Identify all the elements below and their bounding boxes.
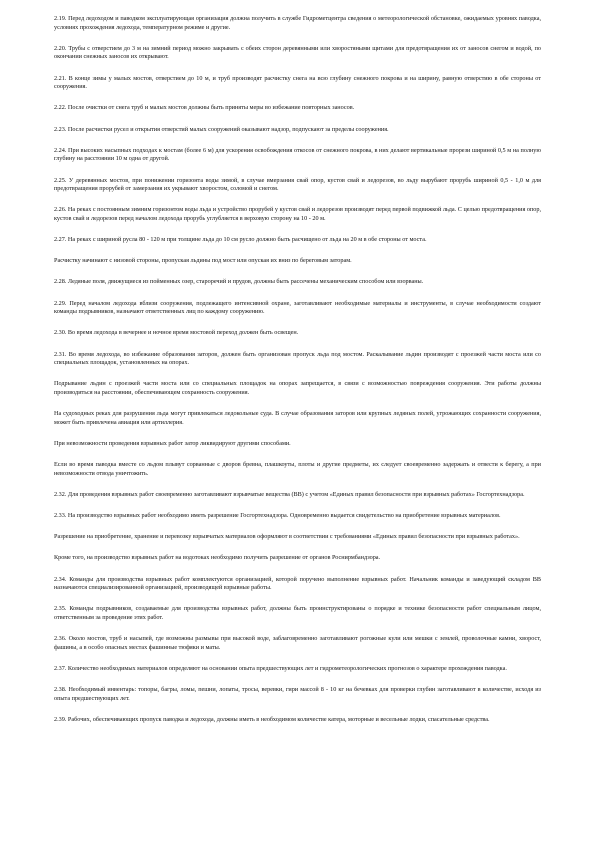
paragraph-2-34: 2.34. Команды для производства взрывных работ комплектуются организацией, которой поручено выполнение взрывных работ. Начальник команды и заведующий складом ВВ назначаются специализированной организацией, производящей взрывные работы.: [54, 575, 541, 592]
paragraph-icebreakers: На судоходных реках для разрушения льда могут привлекаться ледокольные суда. В случае образования заторов или крупных ледяных полей, угрожающих сохранности сооружения, может быть привлечена авиация или артиллерия.: [54, 410, 541, 426]
paragraph-2-36: 2.36. Около мостов, труб и насыпей, где возможны размывы при высокой воде, заблаговременно заготавливают рогожные кули или мешки с землей, проволочные камни, хворост, фашины, а в особо опасных местах фашинные тюфяки и маты.: [54, 635, 541, 651]
paragraph-2-22: 2.22. После очистки от снега труб и малых мостов должны быть приняты меры во избежание повторных заносов.: [54, 104, 355, 112]
paragraph-2-23: 2.23. После расчистки русел и открытия отверстий малых сооружений оказывают надзор, подпускают за пределы сооружения.: [54, 125, 389, 133]
paragraph-waterway-permit: Кроме того, на производство взрывных работ на водотоках необходимо получить разрешение от органов Роснирмбандзора.: [54, 554, 381, 562]
paragraph-2-20: 2.20. Трубы с отверстием до 3 м на зимний период можно закрывать с обеих сторон деревянными или хворостяными щитами для предотвращения их от заносов снегом и водой, по окончании снежных заносов их открывают.: [54, 44, 541, 61]
paragraph-floating-objects: Если во время паводка вместе со льдом плывут сорванные с дворов бревна, плашкоуты, плоты и другие предметы, их следует своевременно задержать и отвести к берегу, а при невозможности отвода уничтожить.: [54, 461, 541, 477]
paragraph-2-37: 2.37. Количество необходимых материалов определяют на основании опыта предшествующих лет и гидрометеорологических прогнозов о характере прохождения паводка.: [54, 665, 507, 672]
paragraph-2-25: 2.25. У деревянных мостов, при понижении горизонта воды зимой, в случае вмерзания свай опор, кустов свай и ледорезов, во льду вырубают прорубь шириной 0,5 - 1,0 м для предотвращения прорубей от замерзания их укрывают хворостом, соломой и снегом.: [54, 176, 541, 193]
paragraph-2-21: 2.21. В конце зимы у малых мостов, отверстием до 10 м, и труб производят расчистку снега на всю глубину снежного покрова и на ширину, равную отверстию в обе стороны от сооружения.: [54, 74, 541, 91]
paragraph-2-26: 2.26. На реках с постоянным зимним горизонтом воды льда и устройство прорубей у кустов свай и ледорезов производят перед первой подвижкой льда. С целью предотвращения опор, кустов свай и ледорезов перед началом ледохода прорубь углубляется в верховую сторону на 10 - 20 м.: [54, 206, 541, 222]
paragraph-2-27: 2.27. На реках с шириной русла 80 - 120 м при толщине льда до 10 см русло должно быть расчищено от льда на 20 м в обе стороны от моста.: [54, 236, 427, 244]
paragraph-other-methods: При невозможности проведения взрывных работ затор ликвидируют другими способами.: [54, 439, 291, 447]
paragraph-2-31: 2.31. Во время ледохода, во избежание образования заторов, должен быть организован пропуск льда под мостом. Раскалывание льдин производят с проезжей части моста или со специальных площадок, установленных на опорах.: [54, 350, 541, 367]
paragraph-2-38: 2.38. Необходимый инвентарь: топоры, багры, ломы, пешни, лопаты, тросы, веревки, гири массой 8 - 10 кг на бечевках для проверки глубин заготавливают в количестве, исходя из опыта предшествующих лет.: [54, 686, 541, 702]
paragraph-explosives-permit: Разрешение на приобретение, хранение и перевозку взрывчатых материалов оформляют в соответствии с требованиями «Единых правил безопасности при взрывных работах».: [54, 533, 520, 541]
paragraph-blasting-prohibition: Подрывание льдин с проезжей части моста или со специальных площадок на опорах запрещается, в связи с возможностью повреждения сооружения. Эти работы должны производиться на расстоянии, обеспечивающем сохранность сооружения.: [54, 380, 541, 396]
paragraph-2-28: 2.28. Ледяные поля, движущиеся из пойменных озер, староречий и прудов, должны быть рассечены механическим способом или взорваны.: [54, 278, 424, 286]
paragraph-2-32: 2.32. Для проведения взрывных работ своевременно заготавливают взрывчатые вещества (ВВ) с учетом «Единых правил безопасности при взрывных работах» Госгортехнадзора.: [54, 490, 525, 498]
paragraph-2-39: 2.39. Рабочих, обеспечивающих пропуск паводка и ледохода, должны иметь в необходимом количестве катера, моторные и весельные лодки, спасательные средства.: [54, 715, 490, 723]
paragraph-2-33: 2.33. На производство взрывных работ необходимо иметь разрешение Госгортехнадзора. Одновременно выдается свидетельство на приобретение взрывных материалов.: [54, 512, 501, 520]
paragraph-clearing-note: Расчистку начинают с низовой стороны, пропуская льдины под мост или опуская их вниз по береговым заторам.: [54, 257, 352, 265]
paragraph-2-35: 2.35. Команды подрывников, создаваемые для производства взрывных работ, должны быть проинструктированы о порядке и технике безопасности работ специальным лицом, ответственным за проведение этих работ.: [54, 605, 541, 622]
paragraph-2-30: 2.30. Во время ледохода в вечернее и ночное время мостовой переход должен быть освещен.: [54, 329, 299, 337]
paragraph-2-19: 2.19. Перед ледоходом и паводком эксплуатирующая организация должна получить в службе Гидрометцентра сведения о метеорологической обстановке, ожидаемых уровнях паводка, условиях прохождения ледохода, температурном режиме и другие.: [54, 15, 541, 31]
paragraph-2-29: 2.29. Перед началом ледохода вблизи сооружения, подлежащего интенсивной охране, заготавливают необходимые материалы и инструменты, в случае необходимости создают команды подрывников, назначают ответственных лиц по каждому сооружению.: [54, 299, 541, 316]
paragraph-2-24: 2.24. При высоких насыпных подходах к мостам (более 6 м) для ускорения освобождения откосов от снежного покрова, в них делают вертикальные прорези шириной 0,5 м на полную глубину на расстоянии 10 м одна от другой.: [54, 146, 541, 163]
